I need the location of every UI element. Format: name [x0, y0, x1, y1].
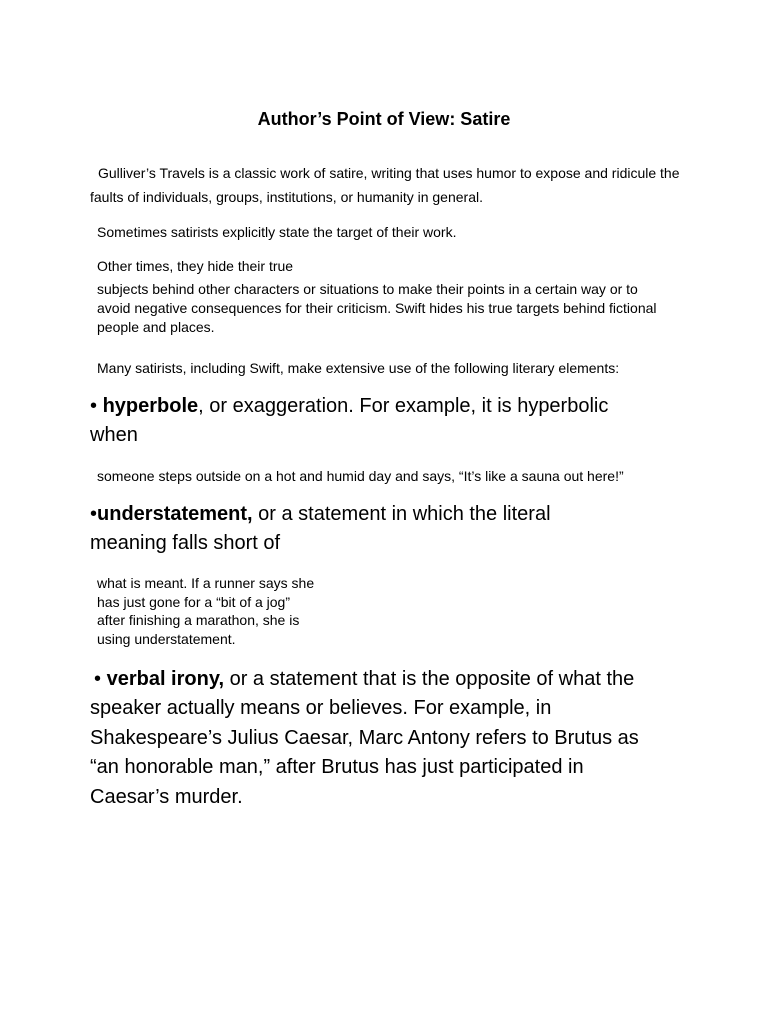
- verbal-irony-line-5: Caesar’s murder.: [90, 786, 243, 808]
- bullet-mark: •: [90, 395, 98, 417]
- hidden-target-line-1: Other times, they hide their true: [97, 258, 294, 274]
- verbal-irony-line-1: [94, 665, 634, 694]
- understatement-example-line-4: using understatement.: [97, 631, 236, 647]
- understatement-heading-line-2: meaning falls short of: [90, 532, 281, 554]
- hyperbole-definition: , or exaggeration. For example, it is hyperbolic: [198, 395, 609, 417]
- intro-line-1: Gulliver’s Travels is a classic work of satire, writing that uses humor to expose and ridicule the: [98, 165, 680, 181]
- understatement-term: understatement,: [97, 503, 253, 525]
- hyperbole-example: someone steps outside on a hot and humid day and says, “It’s like a sauna out here!”: [97, 468, 624, 484]
- verbal-irony-line-3: Shakespeare’s Julius Caesar, Marc Antony refers to Brutus as: [90, 727, 639, 749]
- understatement-heading-line-1: [90, 500, 551, 529]
- verbal-irony-term: verbal irony,: [106, 668, 225, 690]
- verbal-irony-line-4: “an honorable man,” after Brutus has just participated in: [90, 756, 584, 778]
- hyperbole-heading-line-1: [90, 392, 608, 421]
- hidden-target-line-3: avoid negative consequences for their criticism. Swift hides his true targets behind fictional: [97, 300, 657, 316]
- verbal-irony-line-2: speaker actually means or believes. For example, in: [90, 697, 552, 719]
- verbal-irony-definition: or a statement that is the opposite of what the: [224, 668, 635, 690]
- understatement-example-line-3: after finishing a marathon, she is: [97, 612, 300, 628]
- elements-intro: Many satirists, including Swift, make extensive use of the following literary elements:: [97, 360, 620, 376]
- understatement-example-line-1: what is meant. If a runner says she: [97, 575, 315, 591]
- bullet-mark: •: [90, 503, 98, 525]
- explicit-target-text: Sometimes satirists explicitly state the target of their work.: [97, 224, 457, 240]
- page-title: Author’s Point of View: Satire: [257, 109, 511, 129]
- understatement-definition: or a statement in which the literal: [252, 503, 551, 525]
- understatement-example-line-2: has just gone for a “bit of a jog”: [97, 594, 290, 610]
- hyperbole-heading-line-2: when: [90, 424, 138, 446]
- hyperbole-term: hyperbole: [102, 395, 199, 417]
- intro-line-2: faults of individuals, groups, institutions, or humanity in general.: [90, 189, 483, 205]
- bullet-mark: •: [94, 668, 102, 690]
- hidden-target-line-4: people and places.: [97, 319, 215, 335]
- hidden-target-line-2: subjects behind other characters or situations to make their points in a certain way or to: [97, 281, 638, 297]
